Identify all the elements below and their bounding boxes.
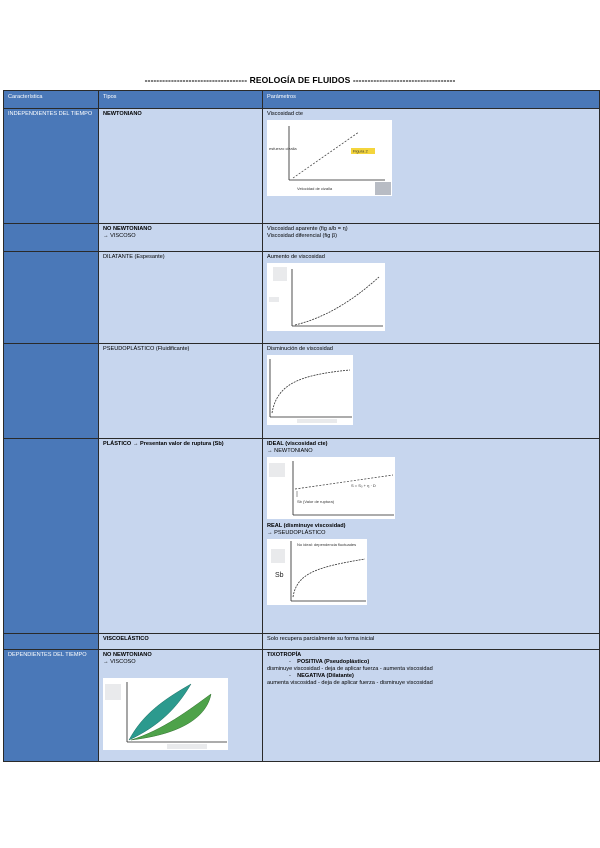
bullet: - xyxy=(289,673,298,679)
parametro-label: Solo recupera parcialmente su forma inicial xyxy=(267,636,375,642)
parametro-sublabel: → PSEUDOPLÁSTICO xyxy=(267,530,326,536)
rheology-table xyxy=(3,90,600,762)
tixotropia-title: TIXOTROPÍA xyxy=(267,652,302,658)
header-row xyxy=(4,91,600,109)
x-axis-label: Velocidad de cizalla xyxy=(297,186,333,191)
sb-label: Sb (Valor de ruptura) xyxy=(297,499,335,504)
positiva-label xyxy=(267,659,595,666)
figure-tag: Figura 2 xyxy=(353,148,368,154)
thixotropy-figure xyxy=(103,678,228,750)
tipo-label: NEWTONIANO xyxy=(103,111,142,117)
negativa-label xyxy=(267,673,595,680)
pseudoplastic-figure xyxy=(267,355,353,425)
sb-real-label: Sb xyxy=(275,572,284,579)
tipo-cell xyxy=(99,634,263,650)
ideal-plastic-figure xyxy=(267,457,395,519)
tipo-label: PLÁSTICO → Presentan valor de ruptura (Sb) xyxy=(103,441,224,447)
tipo-cell xyxy=(99,224,263,252)
tipo-label: NO NEWTONIANO xyxy=(103,226,152,232)
parametro-cell xyxy=(263,109,600,224)
tipo-label: PSEUDOPLÁSTICO (Fluidificante) xyxy=(103,346,190,352)
equation-label: S = S₀ + η · D xyxy=(351,483,376,488)
caracteristica-cell: INDEPENDIENTES DEL TIEMPO xyxy=(4,109,99,224)
negativa-text: NEGATIVA (Dilatante) xyxy=(297,673,354,679)
tipo-cell xyxy=(99,109,263,224)
y-axis-label: esfuerzo cizalla xyxy=(269,146,297,151)
row-viscoelastico xyxy=(4,634,600,650)
parametro-sublabel: → NEWTONIANO xyxy=(267,448,313,454)
parametro-cell xyxy=(263,224,600,252)
tipo-label: NO NEWTONIANO xyxy=(103,652,152,658)
parametro-label: REAL (disminuye viscosidad) xyxy=(267,523,346,529)
parametro-cell xyxy=(263,439,600,634)
parametro-label: Viscosidad cte xyxy=(267,111,303,117)
caracteristica-cell: DEPENDIENTES DEL TIEMPO xyxy=(4,650,99,762)
tipo-cell xyxy=(99,439,263,634)
parametro-cell xyxy=(263,252,600,344)
tipo-cell xyxy=(99,252,263,344)
positiva-text: POSITIVA (Pseudoplástico) xyxy=(297,659,370,665)
row-dependientes xyxy=(4,650,600,762)
caracteristica-cell xyxy=(4,439,99,634)
tipo-cell xyxy=(99,344,263,439)
page-title: ----------------------------------- REOLOGÍA DE FLUIDOS ----------------------------------- xyxy=(144,75,456,85)
parametro-label: Disminución de viscosidad xyxy=(267,346,333,352)
header-caracteristica: Característica xyxy=(4,91,99,109)
row-no-newtoniano xyxy=(4,224,600,252)
parametro-cell xyxy=(263,634,600,650)
caracteristica-cell xyxy=(4,344,99,439)
positiva-desc: disminuye viscosidad - deja de aplicar fuerza - aumenta viscosidad xyxy=(267,666,433,672)
row-pseudoplastico xyxy=(4,344,600,439)
real-note-label: No ideal: dependencia fluctuades xyxy=(297,542,357,547)
negativa-desc: aumenta viscosidad - deja de aplicar fuerza - disminuye viscosidad xyxy=(267,680,433,686)
tipo-cell xyxy=(99,650,263,762)
tipo-sublabel: → VISCOSO xyxy=(103,233,136,239)
caracteristica-cell xyxy=(4,634,99,650)
header-tipos: Tipos xyxy=(99,91,263,109)
parametro-label: IDEAL (viscosidad cte) xyxy=(267,441,328,447)
tipo-label: VISCOELÁSTICO xyxy=(103,636,149,642)
parametro-label: Aumento de viscosidad xyxy=(267,254,325,260)
parametro-cell xyxy=(263,650,600,762)
dilatant-figure xyxy=(267,263,385,331)
real-plastic-figure xyxy=(267,539,367,605)
tipo-label: DILATANTE (Espesante) xyxy=(103,254,165,260)
header-parametros: Parámetros xyxy=(263,91,600,109)
parametro-label: Viscosidad diferencial (fig β) xyxy=(267,233,337,239)
row-newtoniano xyxy=(4,109,600,224)
caracteristica-cell xyxy=(4,224,99,252)
parametro-label: Viscosidad aparente (fig a/b = η) xyxy=(267,226,348,232)
row-plastico xyxy=(4,439,600,634)
parametro-cell xyxy=(263,344,600,439)
row-dilatante xyxy=(4,252,600,344)
caracteristica-cell xyxy=(4,252,99,344)
bullet: - xyxy=(289,659,298,665)
newtonian-figure xyxy=(267,120,392,196)
tipo-sublabel: → VISCOSO xyxy=(103,659,136,665)
